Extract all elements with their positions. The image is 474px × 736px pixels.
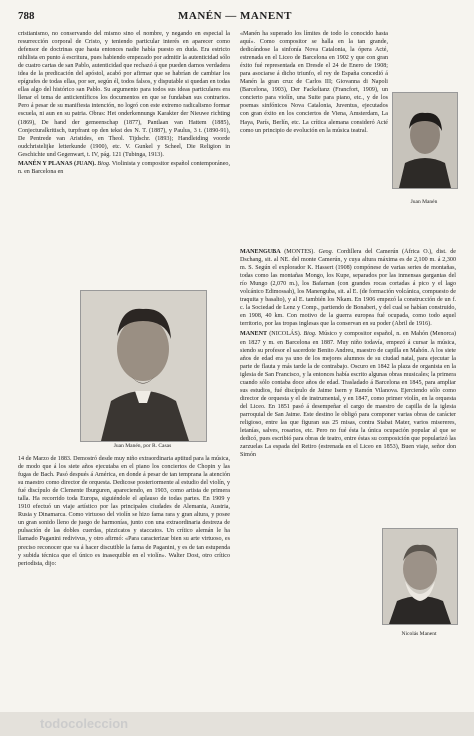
caption-juan-manen-large: Juan Manén, por R. Casas (113, 443, 172, 449)
entry-subhead: (MONTES). (284, 249, 315, 255)
entry-manenguba (240, 248, 456, 328)
entry-manent (240, 330, 456, 459)
page-header (18, 10, 456, 26)
entry-headword: MANENT (240, 331, 268, 338)
watermark: todocoleccion (40, 716, 129, 731)
column-right-top (240, 30, 388, 245)
column-left-bottom (18, 455, 230, 723)
article-text: cristianismo, no conservando del mismo sino el nombre, y negando en especial la resurrección corporal de Cristo, y teniendo particular interés en aparecer como defensor de doctrinas que hasta entonces nadie había puesto en duda. Era estricto nihilista en punto á escritura, pues habiendo empezado por admitir la autenticidad sólo de cuatro cartas de san Pablo, autenticidad que rechazó á que pueden darnos verdadera idea de la predicación del apóstol, acabó por afirmar que se habrían de cambiar los epígrafes de todas ellas, por ser, según él, todos falsos, y disputable si quedan en todas ellas algo del histórico san Pablo. Su argumento para todos sus ideas particulares era llenar el tema de anticientíficos los documentos en que se fundaban sus contrarios. Pero á pesar de su manifiesta intención, no logró con este extremo radicalismo formar escuela, ni aun en su patria. Obras: Het onderkennungs Karakter der Nieuwe richting (1869), De hand der gemeenschap (1877), Pantlaan van Hattem (1885), Conjecturalkritisch, turpfrant op den tekst des N. T. (1887), y Paulus, 3 t. (1890-91), De Pentrede van Aristides, en Theol. Tijdschr. (1893); Handleiding voorde oudchristelijke letterkunde (1900), etc. V. Gunkel y Scheel, Die Religion in Geschichte und Gegenwart, t. IV, pág. 121 (Tubinga, 1913). (18, 31, 230, 158)
entry-category: Biog. (97, 160, 111, 167)
portrait-nicolas-manent (382, 528, 458, 625)
column-left-top (18, 30, 230, 280)
entry-category: Geog. (318, 249, 334, 255)
running-title: MANÉN — MANENT (178, 10, 292, 22)
portrait-juan-manen-large (80, 290, 207, 442)
entry-subhead: (NICOLÁS). (269, 331, 302, 338)
portrait-drawing (393, 93, 457, 188)
portrait-drawing (383, 529, 457, 624)
page-number: 788 (18, 10, 35, 22)
caption-juan-manen-small: Juan Manén (410, 199, 438, 205)
portrait-drawing (81, 291, 206, 441)
entry-text: Músico y compositor español, n. en Mahón (Menorca) en 1827 y m. en Barcelona en 1887. Muy niño todavía, empezó á cursar la música, siendo su profesor el sacerdote Benito Andreu, maestro de capilla en Mahón. A los siete años de edad era ya uno de los mejores alumnos de su ciudad natal, para ejecutar la parte de flauta y más tarde la de contrabajo. Oscuro en 1842 la plaza de organista en la iglesia de San Francisco, y la entonces había escrito algunas obras musicales; la primera cuando sólo contaba doce años de edad. Trasladado á Barcelona en 1845, para ampliar sus estudios, fué discípulo de Jaime Isern y Ramón Vilanova. Ejerciendo sólo como director de orquesta y el de instrumental, y en 1847, como primer violín, en la orquesta del Liceo. En 1851 pasó á desempeñar el cargo de maestro de capilla de la iglesia parroquial de San Jaime. Este destino le obligó para componer varias obras de carácter religioso, entre las que figuran sus 25 misas, contra Stabat Mater, varios misereres, letanías, salves, rosarios, etc. Pero no fué ésta la única ocupación popular al que se dedicó, pues escribió para obras de teatro, entre éstas su composición que popularizó las zarzuelas La espada del Retiro (estrenada en el Liceo en 1853), Buen viaje, señor don Simón (240, 331, 456, 459)
article-text: «Manén ha superado los límites de todo lo conocido hasta aquí». Como compositor se halla en la tan grande, dedicándose la sinfonía Nova Catalonia, la ópera Acté, estrenada en el Liceo de Barcelona en 1902 y que con gran éxito fué representada en Dresde el 24 de Enero de 1908; para asociarse á dicho triunfo, el rey de España concedió á Manén la gran cruz de Carlos III; Giovanna di Napoli (Barcelona, 1903), Der Fackeltanz (Francfort, 1909), un concierto para violín, una Suite para piano, etc., y de los poemas sinfónicos Nova Catalonia, Juventus, ejecutados con gran éxito en los conciertos de Viena, Amsterdam, La Haya, París, Berlín, etc. La crítica alemana consideró Acté como un principio de evolución en la música teatral. (240, 31, 388, 134)
entry-headword: MANÉN Y PLANAS (JUAN). (18, 160, 96, 167)
caption-nicolas-manent: Nicolás Manent (401, 631, 437, 637)
article-text: 14 de Marzo de 1883. Demostró desde muy niño extraordinaria aptitud para la música, de modo que á los siete años ejecutaba en el piano los conciertos de Chopin y las fugas de Bach. Pasó después á América, en donde á pesar de tan temprana la atención su maestro como director de orquesta. Dedicose posteriormente al estudio del violín, y fué discípulo de Clemente Iburguren, apareciendo, en 1903, como artista de primera talla. Ha recorrido toda Europa, siguiéndole el aplauso de todas partes. En 1909 y 1910 efectuó un viaje artístico por las principales ciudades de Alemania, Austria, Rusia y Dinamarca. Como virtuoso del violín se hizo fama rara y gran altura, y posee un gran sonido lleno de juego de harmonías, junto con una extraordinaria destreza de pulsación de las dobles cuerdas, pizzicatos y staccatos. Un crítico alemán le ha llamado Paganini redivivus, y otro afirmó: «Para caracterizar bien su arte virtuoso, es preciso reconocer que va á hacer discutible la fama de Paganini, y es de tan estupenda y subida técnica que el único es inasequible en el violín». Walter Dost, otro crítico periodista, dijo: (18, 456, 230, 567)
column-right-middle (240, 248, 456, 520)
entry-headword: MANENGUBA (240, 249, 281, 255)
entry-manen-planas (18, 160, 230, 176)
entry-text: Violinista y compositor español contemporáneo, n. en Barcelona en (18, 160, 230, 175)
entry-text: Cordillera del Camerún (África O.), dist. de Dschang, sit. al NE. del monte Camerún, y cuya altura máxima es de 2,100 m. á 2,300 m. S. Según el explorador K. Hassert (1908) compónese de varias series de montañas, todas como las montañas Mongo, los Kupe, separados por las inmensas gargantas del río Mungo (2,070 m.), los Bafarnan (con grandes rocas cortadas á pico y el lago volcánico Edimossah), los Manenguba, sit. al E. (de formación volcánica, compuesto de traquita y basalto), y al E. también los Nkam. En 1906 empezó la construcción de un f. c. la Sociedad de Lenz y Comp., partiendo de Bonaberi, y del cual se habían construido, en 1908, 40 km. Con motivo de la guerra europea fué ocupada, como todo aquel territorio, por las tropas inglesas que la conservan en su poder (Abril de 1916). (240, 249, 456, 328)
portrait-juan-manen-small (392, 92, 458, 189)
entry-category: Biog. (303, 331, 317, 338)
